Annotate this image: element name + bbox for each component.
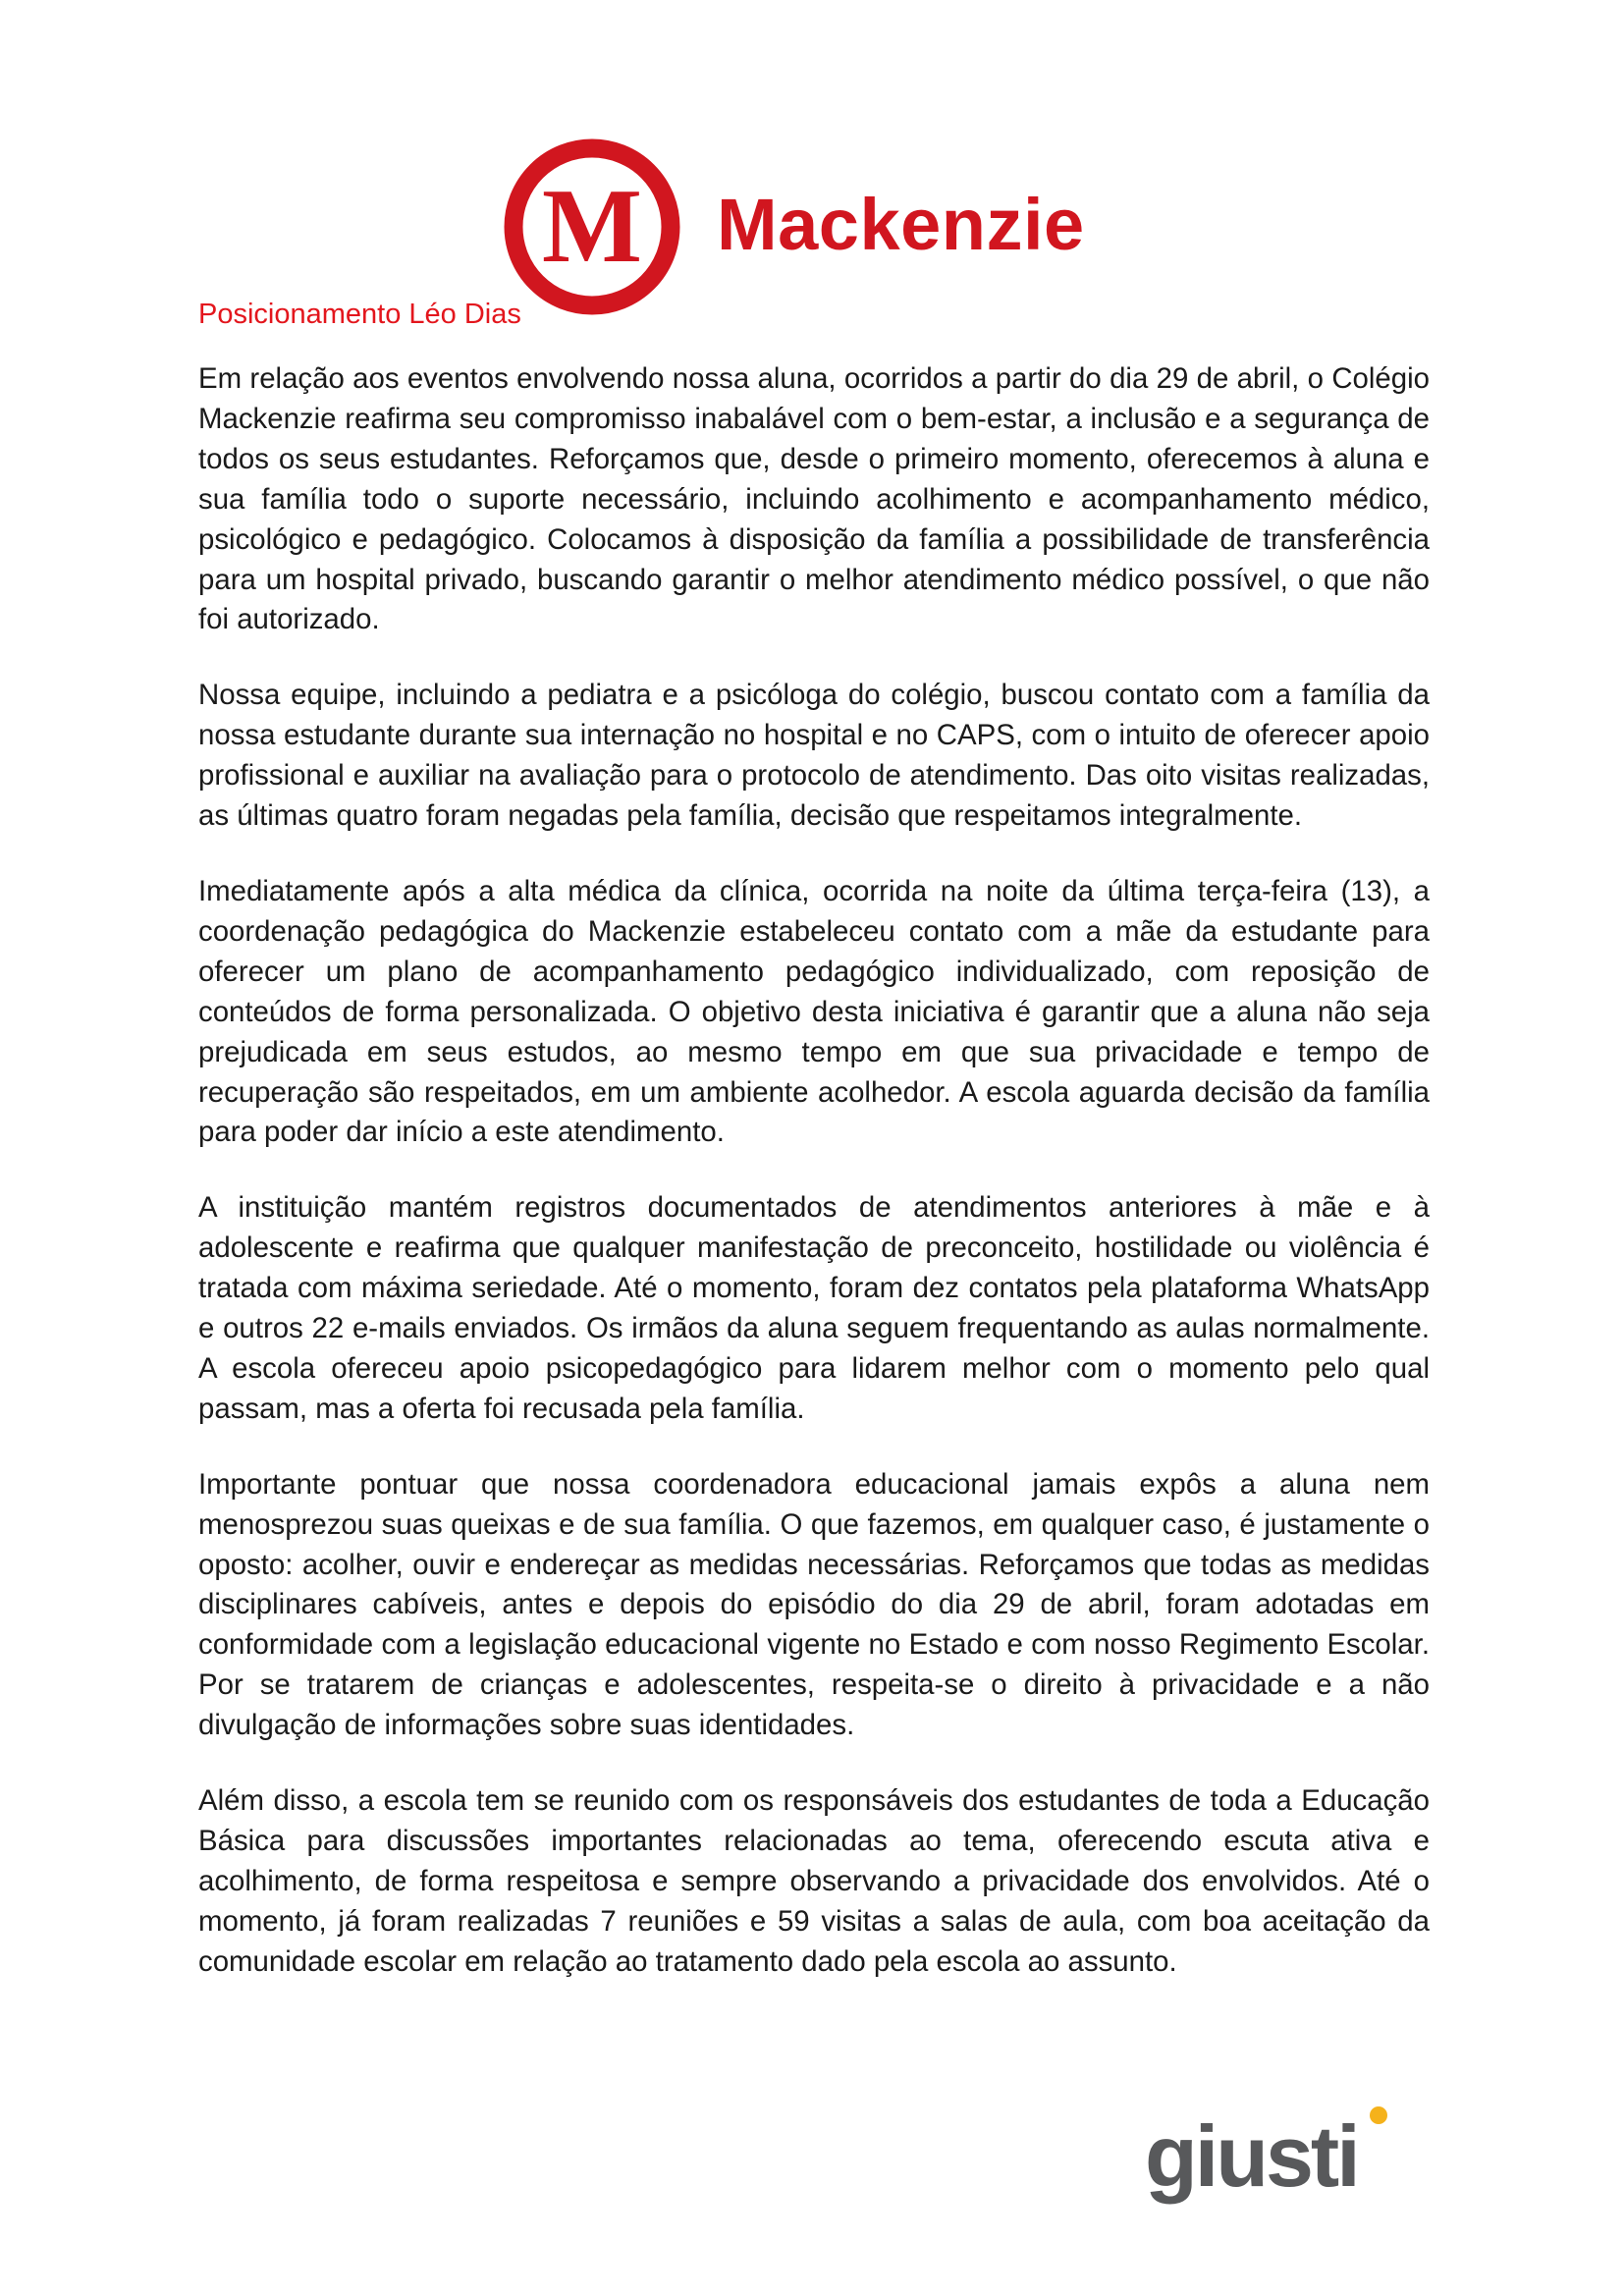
paragraph: Importante pontuar que nossa coordenadora educacional jamais expôs a aluna nem menosprezou suas queixas e de sua família. O que fazemos, em qualquer caso, é justamente o oposto: acolher, ouvir e endereçar as medidas necessárias. Reforçamos que todas as medidas disciplinares cabíveis, antes e depois do episódio do dia 29 de abril, foram adotadas em conformidade com a legislação educacional vigente no Estado e com nosso Regimento Escolar. Por se tratarem de crianças e adolescentes, respeita-se o direito à privacidade e a não divulgação de informações sobre suas identidades. xyxy=(198,1467,1430,1742)
document-title: Posicionamento Léo Dias xyxy=(198,299,521,330)
paragraph: Imediatamente após a alta médica da clínica, ocorrida na noite da última terça-feira (13), a coordenação pedagógica do Mackenzie estabeleceu contato com a mãe da estudante para oferecer um plano de acompanhamento pedagógico individualizado, com reposição de conteúdos de forma personalizada. O objetivo desta iniciativa é garantir que a aluna não seja prejudicada em seus estudos, ao mesmo tempo em que sua privacidade e tempo de recuperação são respeitados, em um ambiente acolhedor. A escola aguarda decisão da família para poder dar início a este atendimento. xyxy=(198,874,1430,1149)
document-body xyxy=(198,359,1430,2018)
giusti-logo-icon xyxy=(1145,2102,1390,2219)
paragraph: Em relação aos eventos envolvendo nossa aluna, ocorridos a partir do dia 29 de abril, o Colégio Mackenzie reafirma seu compromisso inabalável com o bem-estar, a inclusão e a segurança de todos os seus estudantes. Reforçamos que, desde o primeiro momento, oferecemos à aluna e sua família todo o suporte necessário, incluindo acolhimento e acompanhamento médico, psicológico e pedagógico. Colocamos à disposição da família a possibilidade de transferência para um hospital privado, buscando garantir o melhor atendimento médico possível, o que não foi autorizado. xyxy=(198,362,1430,636)
paragraph: Além disso, a escola tem se reunido com os responsáveis dos estudantes de toda a Educação Básica para discussões importantes relacionadas ao tema, oferecendo escuta ativa e acolhimento, de forma respeitosa e sempre observando a privacidade dos envolvidos. Até o momento, já foram realizadas 7 reuniões e 59 visitas a salas de aula, com boa aceitação da comunidade escolar em relação ao tratamento dado pela escola ao assunto. xyxy=(198,1784,1430,1978)
svg-text:giusti: giusti xyxy=(1145,2107,1358,2205)
paragraph: A instituição mantém registros documentados de atendimentos anteriores à mãe e à adolescente e reafirma que qualquer manifestação de preconceito, hostilidade ou violência é tratada com máxima seriedade. Até o momento, foram dez contatos pela plataforma WhatsApp e outros 22 e-mails enviados. Os irmãos da aluna seguem frequentando as aulas normalmente. A escola ofereceu apoio psicopedagógico para lidarem melhor com o momento pelo qual passam, mas a oferta foi recusada pela família. xyxy=(198,1191,1430,1425)
mackenzie-logo xyxy=(503,137,1085,316)
mackenzie-m-emblem-icon xyxy=(503,137,681,316)
svg-text:M: M xyxy=(542,168,642,285)
brand-name: Mackenzie xyxy=(717,184,1085,265)
paragraph: Nossa equipe, incluindo a pediatra e a psicóloga do colégio, buscou contato com a família da nossa estudante durante sua internação no hospital e no CAPS, com o intuito de oferecer apoio profissional e auxiliar na avaliação para o protocolo de atendimento. Das oito visitas realizadas, as últimas quatro foram negadas pela família, decisão que respeitamos integralmente. xyxy=(198,679,1430,833)
